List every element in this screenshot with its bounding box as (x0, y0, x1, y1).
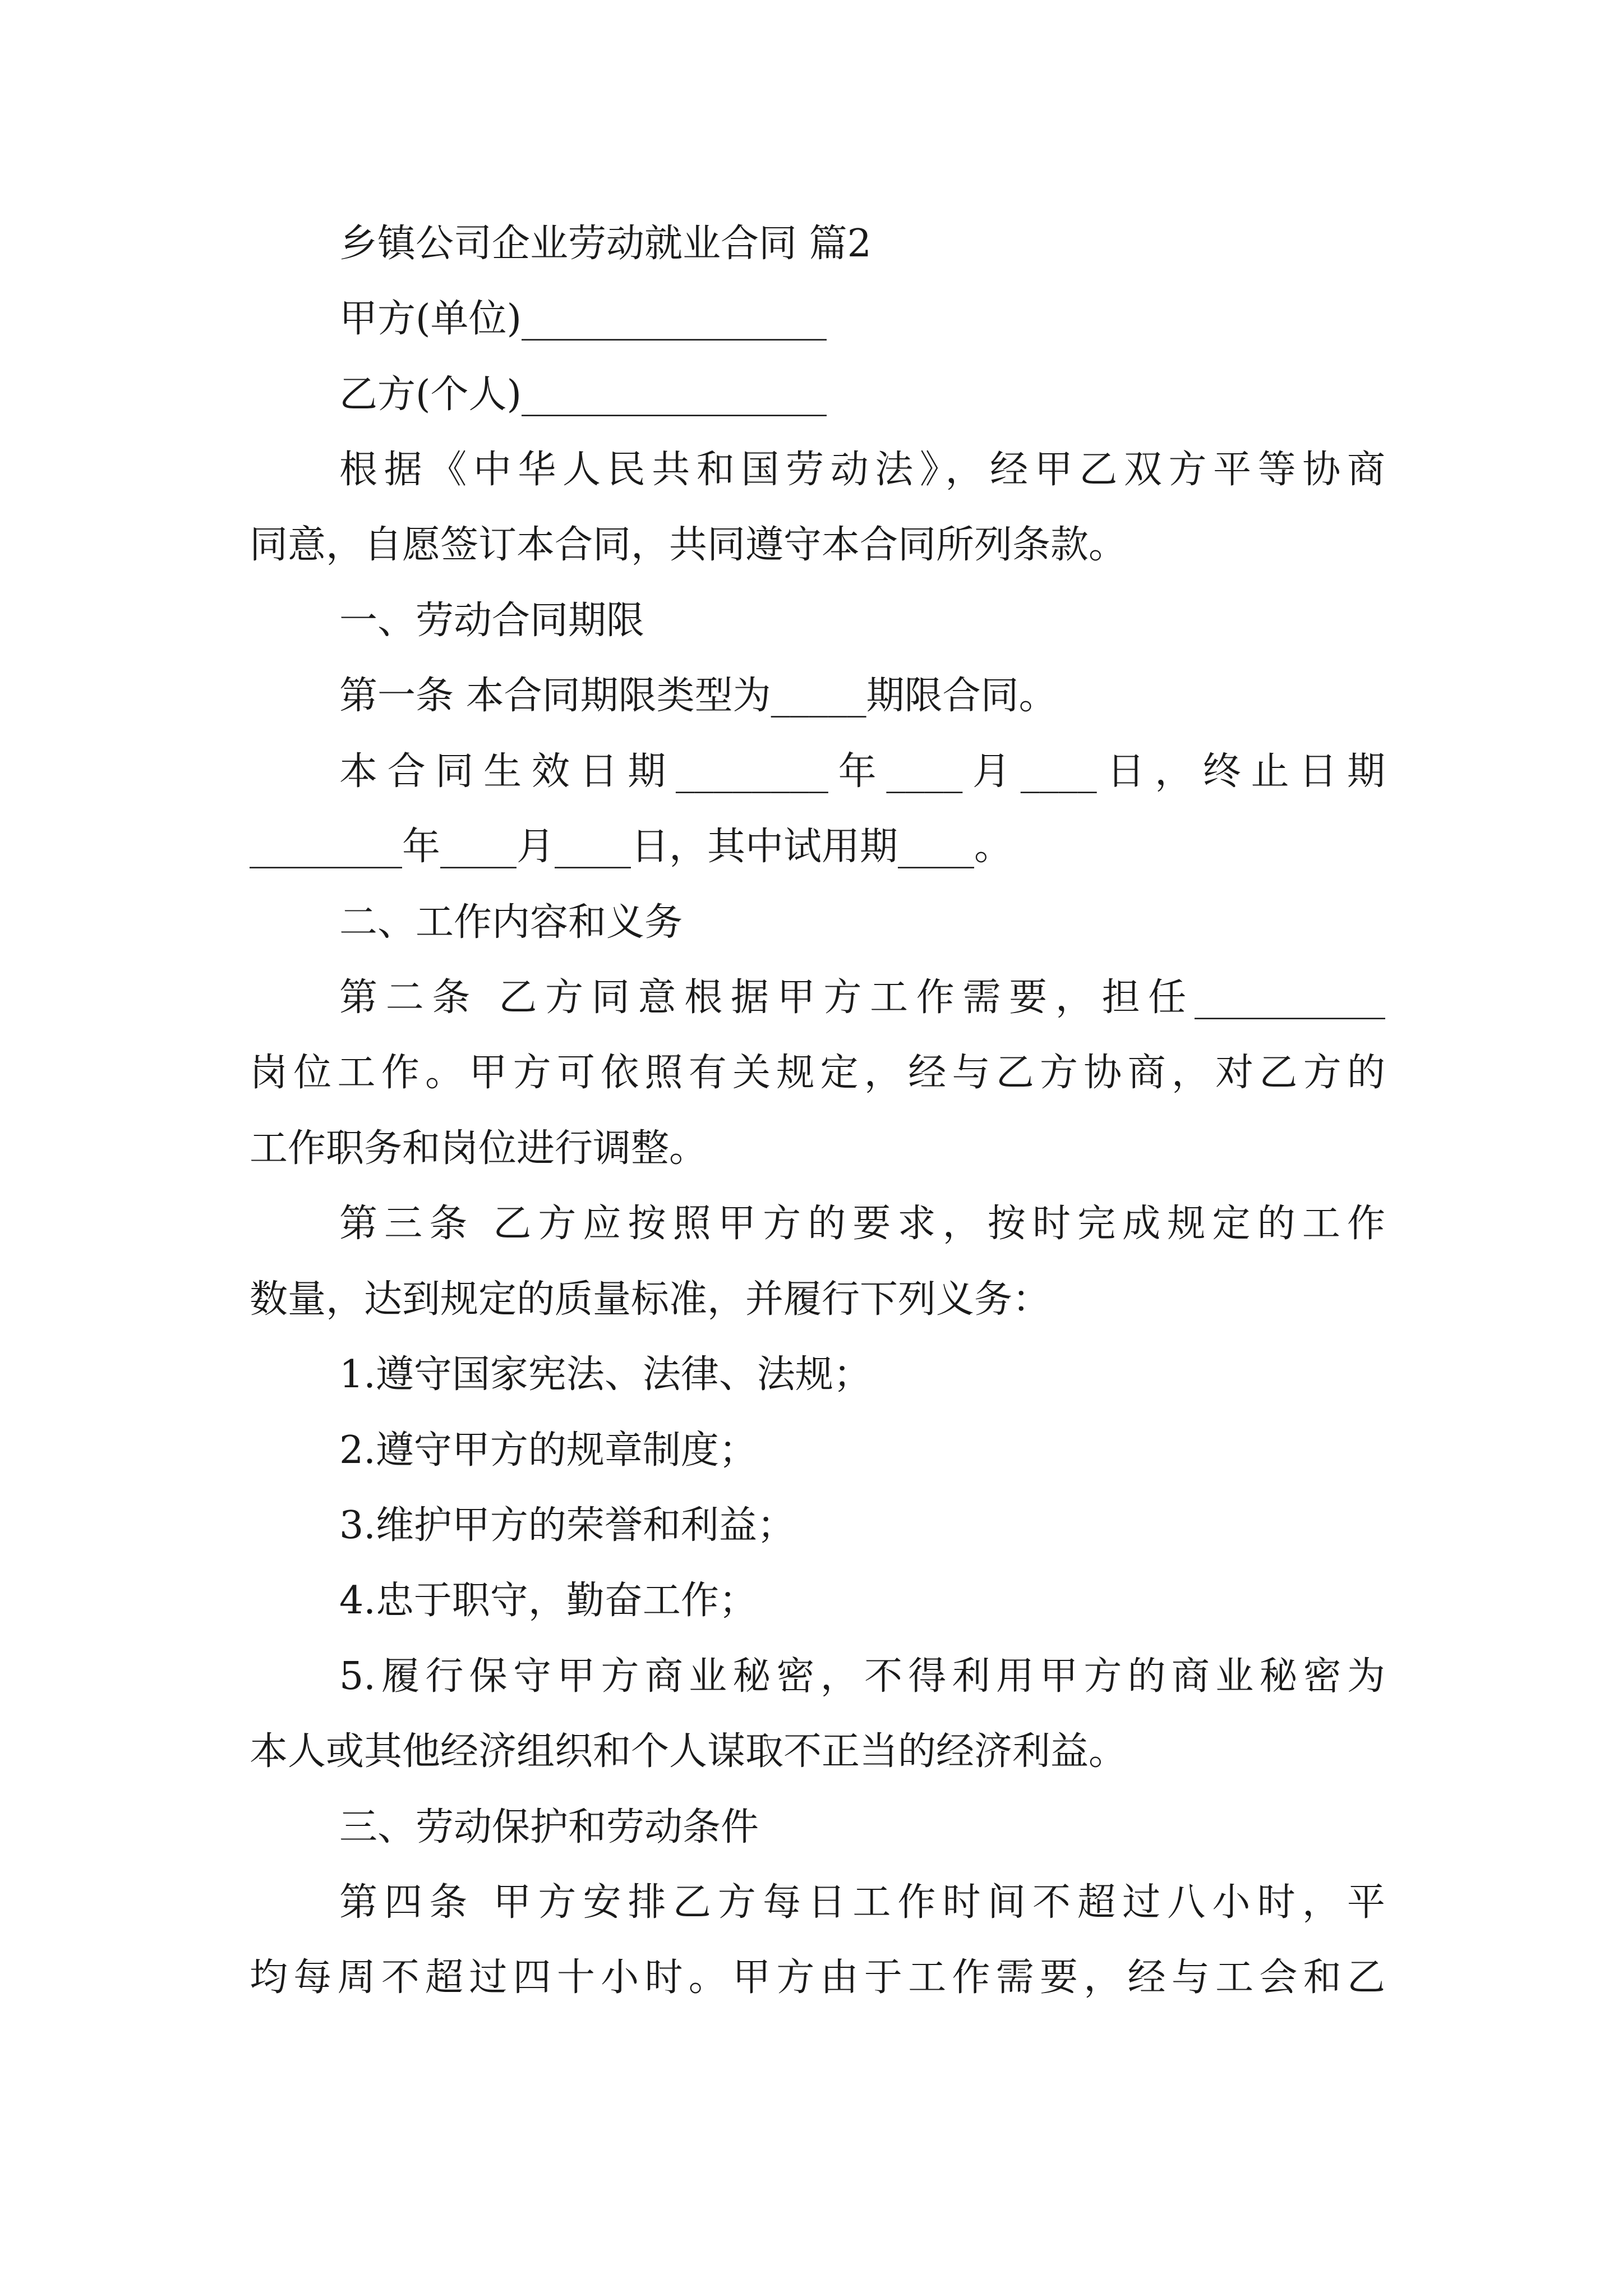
document-title: 乡镇公司企业劳动就业合同 篇2 (339, 222, 872, 266)
section-heading: 二、工作内容和义务 (339, 900, 683, 945)
article-line: 第一条 本合同期限类型为_____期限合同。 (339, 674, 1057, 718)
article-line: 第四条 甲方安排乙方每日工作时间不超过八小时，平 (339, 1880, 1385, 1925)
paragraph-line: 本合同生效日期________年____月____日，终止日期 (339, 749, 1385, 794)
section-heading: 一、劳动合同期限 (339, 599, 645, 643)
list-item: 3.维护甲方的荣誉和利益； (339, 1503, 795, 1548)
list-item: 5.履行保守甲方商业秘密，不得利用甲方的商业秘密为 (339, 1654, 1385, 1699)
paragraph-line: 岗位工作。甲方可依照有关规定，经与乙方协商，对乙方的 (250, 1051, 1385, 1095)
article-line: 第二条 乙方同意根据甲方工作需要，担任__________ (339, 976, 1385, 1020)
party-b-line: 乙方(个人)________________ (339, 372, 827, 417)
article-line: 第三条 乙方应按照甲方的要求，按时完成规定的工作 (339, 1202, 1385, 1246)
paragraph-line: 本人或其他经济组织和个人谋取不正当的经济利益。 (250, 1729, 1127, 1774)
list-item: 4.忠于职守，勤奋工作； (339, 1579, 757, 1623)
paragraph-line: 数量，达到规定的质量标准，并履行下列义务： (250, 1277, 1051, 1322)
list-item: 2.遵守甲方的规章制度； (339, 1428, 757, 1473)
paragraph-line: 工作职务和岗位进行调整。 (250, 1126, 708, 1171)
paragraph-line: 根据《中华人民共和国劳动法》，经甲乙双方平等协商 (339, 448, 1385, 492)
section-heading: 三、劳动保护和劳动条件 (339, 1805, 759, 1849)
paragraph-line: ________年____月____日，其中试用期____。 (250, 825, 1013, 869)
paragraph-line: 同意，自愿签订本合同，共同遵守本合同所列条款。 (250, 523, 1127, 567)
list-item: 1.遵守国家宪法、法律、法规； (339, 1352, 872, 1397)
paragraph-line: 均每周不超过四十小时。甲方由于工作需要，经与工会和乙 (250, 1955, 1385, 2000)
party-a-line: 甲方(单位)________________ (339, 297, 827, 341)
